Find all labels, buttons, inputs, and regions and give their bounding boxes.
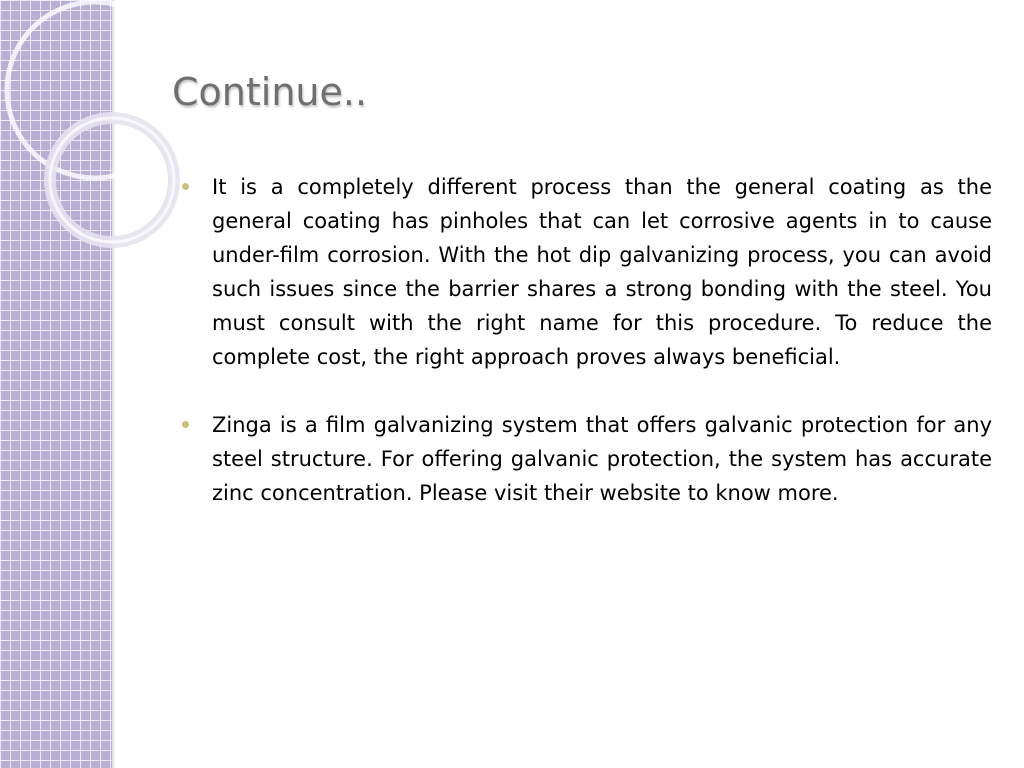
bullet-text: It is a completely different process than the general coating as the general coating has pinholes that can let corrosive agents in to cause under-film corrosion. With the hot dip galvanizing process, you can avoid such issues since the barrier shares a strong bonding with the steel. You must consult with the right name for this procedure. To reduce the complete cost, the right approach proves always beneficial. <box>212 175 992 369</box>
bullet-dot-icon <box>182 183 189 190</box>
bullet-text: Zinga is a film galvanizing system that offers galvanic protection for any steel structure. For offering galvanic protection, the system has accurate zinc concentration. Please visit their website to know more. <box>212 413 992 505</box>
bullet-item <box>180 408 992 510</box>
slide-title: Continue.. <box>172 70 368 114</box>
band-shadow-edge <box>112 0 116 768</box>
bullet-item <box>180 170 992 374</box>
decorative-grid-band <box>0 0 112 768</box>
bullet-dot-icon <box>182 421 189 428</box>
bullet-list <box>180 170 992 544</box>
